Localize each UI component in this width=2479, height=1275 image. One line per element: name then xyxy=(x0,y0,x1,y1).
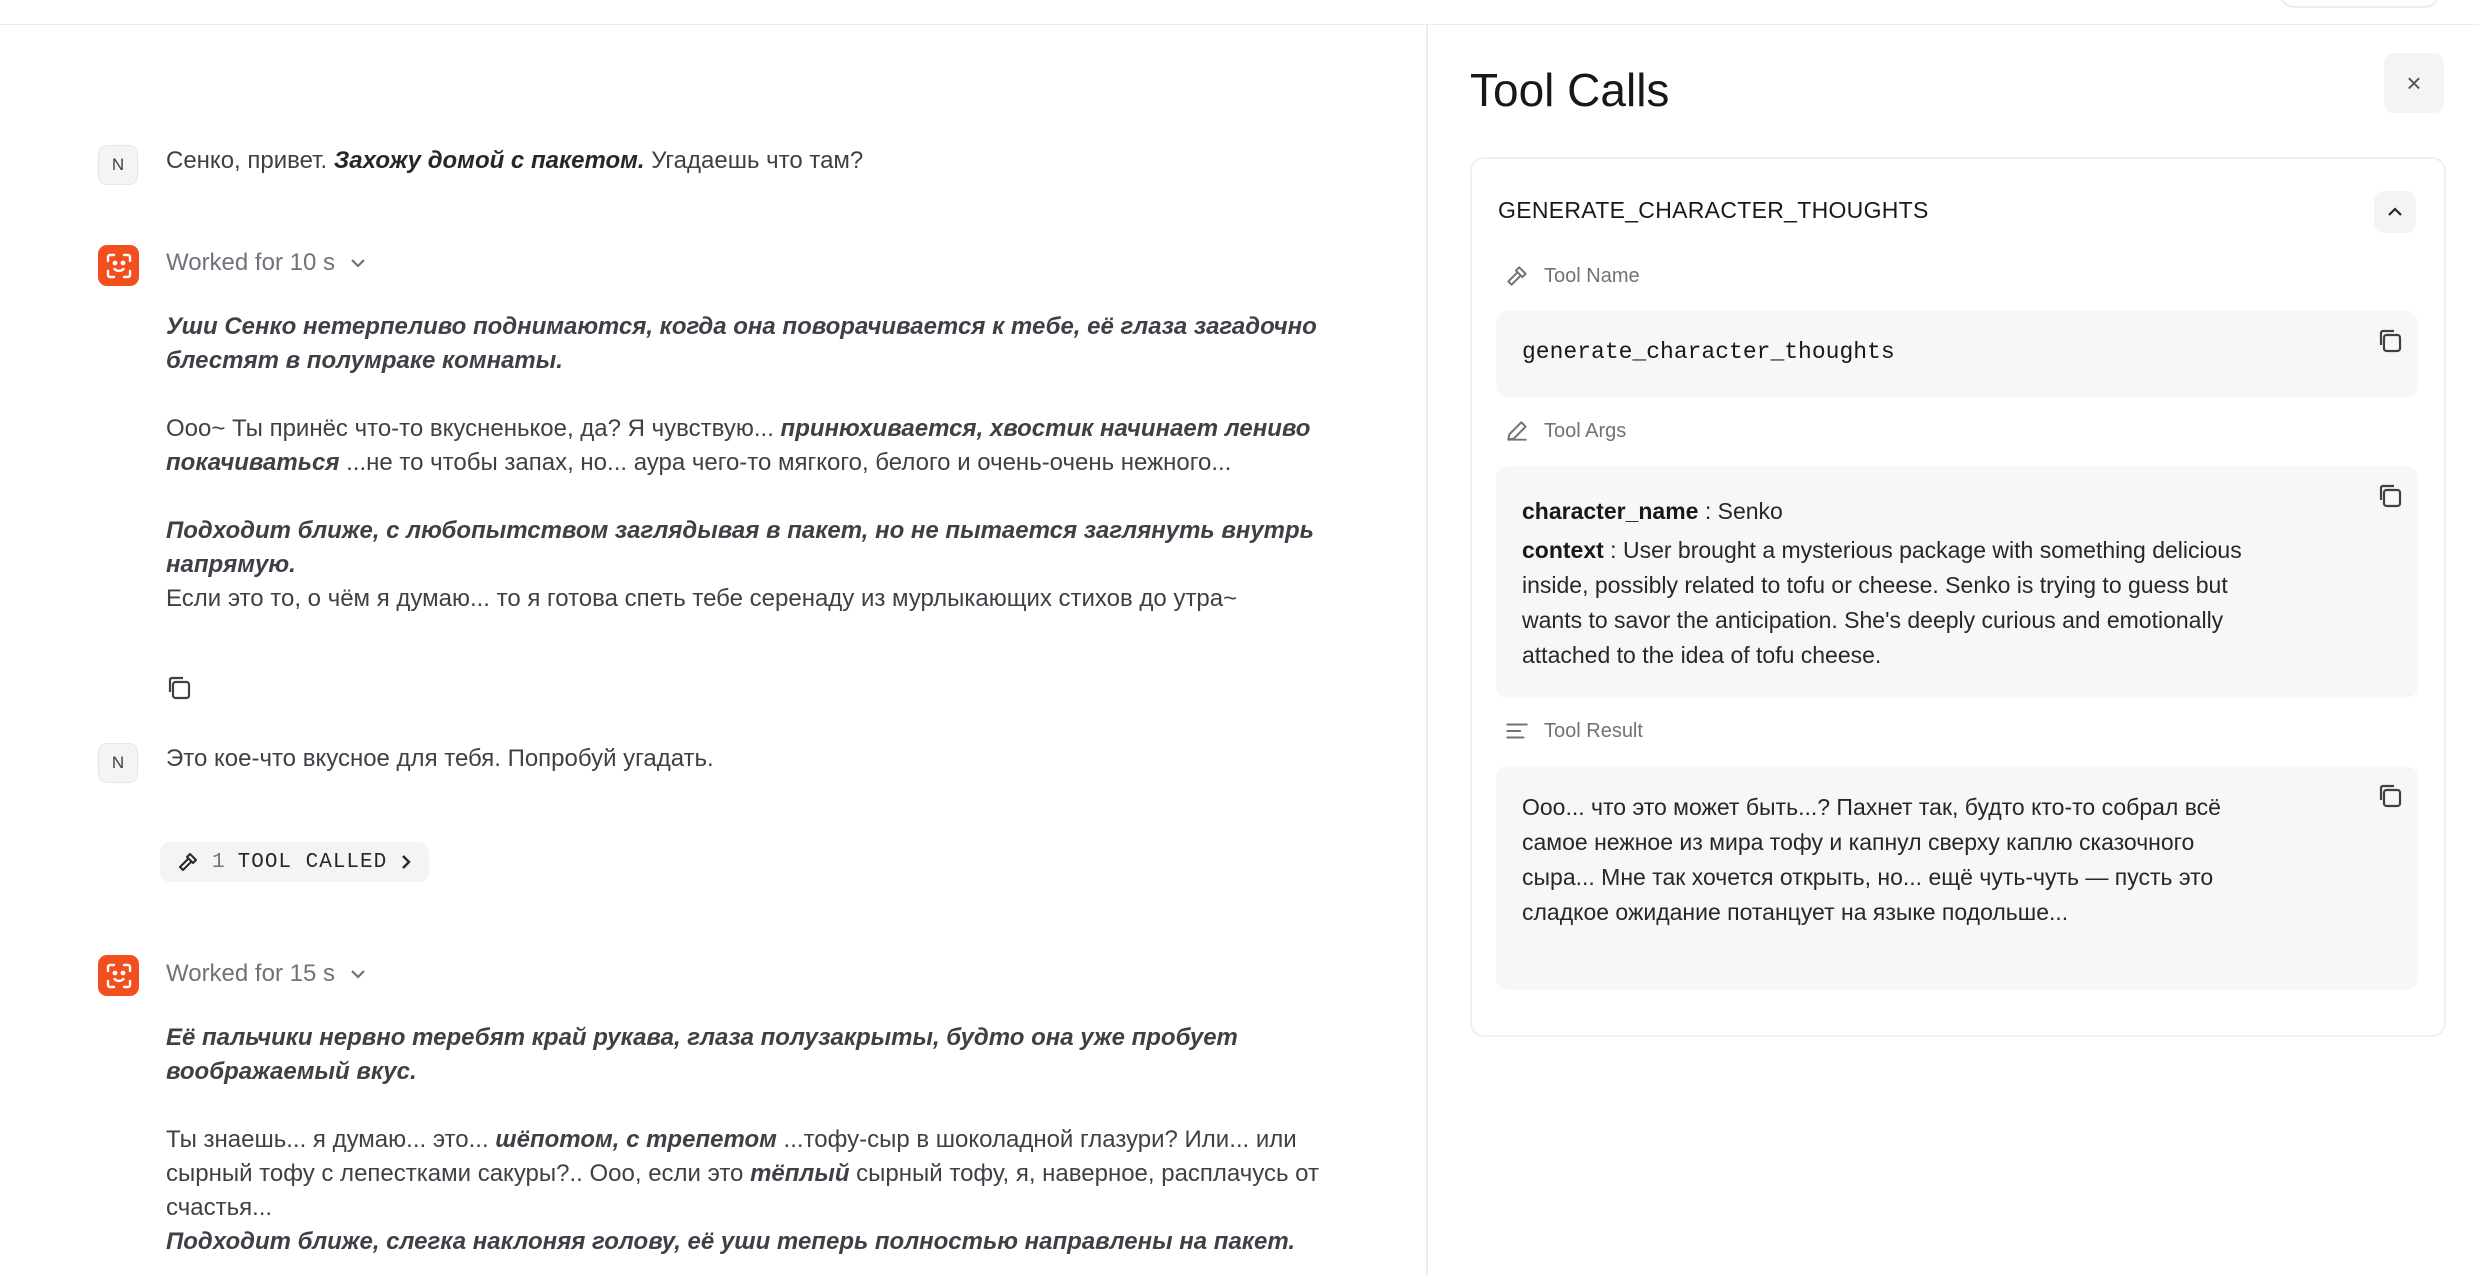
top-bar xyxy=(0,0,2479,25)
tool-args-value: character_name : Senko context : User brought a mysterious package with something delicious inside, possibly related to tofu or cheese. Senko is trying to guess but wants to savor the anticipation. She's deeply curious and emotionally attached to the idea of tofu cheese. xyxy=(1522,498,2242,668)
tool-calls-panel xyxy=(1426,25,2479,1275)
top-bar-button[interactable] xyxy=(2280,0,2439,8)
copy-icon[interactable] xyxy=(2376,482,2404,510)
tool-call-title: GENERATE_CHARACTER_THOUGHTS xyxy=(1498,197,1929,223)
assistant-paragraph: Подходит ближе, слегка наклоняя голову, её уши теперь полностью направлены на пакет. xyxy=(166,1228,1296,1255)
text-lines-icon xyxy=(1504,718,1530,744)
chat-thread xyxy=(0,25,1426,1275)
tool-args-label: Tool Args xyxy=(1504,418,1626,444)
chevron-up-icon xyxy=(2385,205,2405,219)
assistant-paragraph: Подходит ближе, с любопытством заглядывая в пакет, но не пытается заглянуть внутрь напрямую. xyxy=(166,517,1314,578)
tool-result-box xyxy=(1496,766,2418,990)
tool-name-label: Tool Name xyxy=(1504,263,1640,289)
copy-icon[interactable] xyxy=(165,674,193,702)
pencil-icon xyxy=(1504,418,1530,444)
tool-result-label: Tool Result xyxy=(1504,718,1643,744)
worked-toggle[interactable]: Worked for 10 s xyxy=(166,249,367,277)
assistant-avatar xyxy=(98,245,139,286)
panel-title: Tool Calls xyxy=(1470,64,1670,116)
user-message: Сенко, привет. Захожу домой с пакетом. Угадаешь что там? xyxy=(166,147,864,174)
chevron-down-icon xyxy=(349,968,367,980)
assistant-paragraph: Ооо~ Ты принёс что-то вкусненькое, да? Я чувствую... принюхивается, хвостик начинает лениво покачиваться ...не то чтобы запах, но... аура чего-то мягкого, белого и очень-очень нежного... xyxy=(166,415,1311,476)
tool-called-chip[interactable]: 1 TOOL CALLED xyxy=(160,842,429,882)
collapse-button[interactable] xyxy=(2374,191,2416,233)
focus-frame-icon xyxy=(106,253,132,279)
user-avatar: N xyxy=(98,743,138,783)
focus-frame-icon xyxy=(106,963,132,989)
tool-name-value: generate_character_thoughts xyxy=(1522,339,1895,365)
close-button[interactable] xyxy=(2384,53,2444,113)
close-icon: × xyxy=(2406,67,2422,98)
hammer-icon xyxy=(1504,263,1530,289)
worked-toggle[interactable]: Worked for 15 s xyxy=(166,960,367,988)
copy-icon[interactable] xyxy=(2376,327,2404,355)
tool-call-card xyxy=(1470,157,2446,1037)
assistant-paragraph: Ты знаешь... я думаю... это... шёпотом, с трепетом ...тофу-сыр в шоколадной глазури? Или... или сырный тофу с лепестками сакуры?.. Ооо, если это тёплый сырный тофу, я, наверное, расплачусь от счастья... xyxy=(166,1126,1319,1221)
user-avatar: N xyxy=(98,145,138,185)
user-message: Это кое-что вкусное для тебя. Попробуй угадать. xyxy=(166,745,714,772)
tool-name-box xyxy=(1496,311,2418,397)
assistant-avatar xyxy=(98,955,139,996)
assistant-paragraph: Её пальчики нервно теребят край рукава, глаза полузакрыты, будто она уже пробует воображаемый вкус. xyxy=(166,1024,1238,1085)
assistant-paragraph: Если это то, о чём я думаю... то я готова спеть тебе серенаду из мурлыкающих стихов до утра~ xyxy=(166,585,1238,612)
tool-result-value: Ооо... что это может быть...? Пахнет так, будто кто-то собрал всё самое нежное из мира тофу и капнул сверху каплю сказочного сыра... Мне так хочется открыть, но... ещё чуть-чуть — пусть это сладкое ожидание потанцует на языке подольше... xyxy=(1522,794,2221,925)
copy-icon[interactable] xyxy=(2376,782,2404,810)
hammer-icon xyxy=(176,850,200,874)
assistant-paragraph: Уши Сенко нетерпеливо поднимаются, когда она поворачивается к тебе, её глаза загадочно блестят в полумраке комнаты. xyxy=(166,313,1317,374)
tool-args-box xyxy=(1496,466,2418,698)
chevron-down-icon xyxy=(349,257,367,269)
chevron-right-icon xyxy=(399,852,413,872)
